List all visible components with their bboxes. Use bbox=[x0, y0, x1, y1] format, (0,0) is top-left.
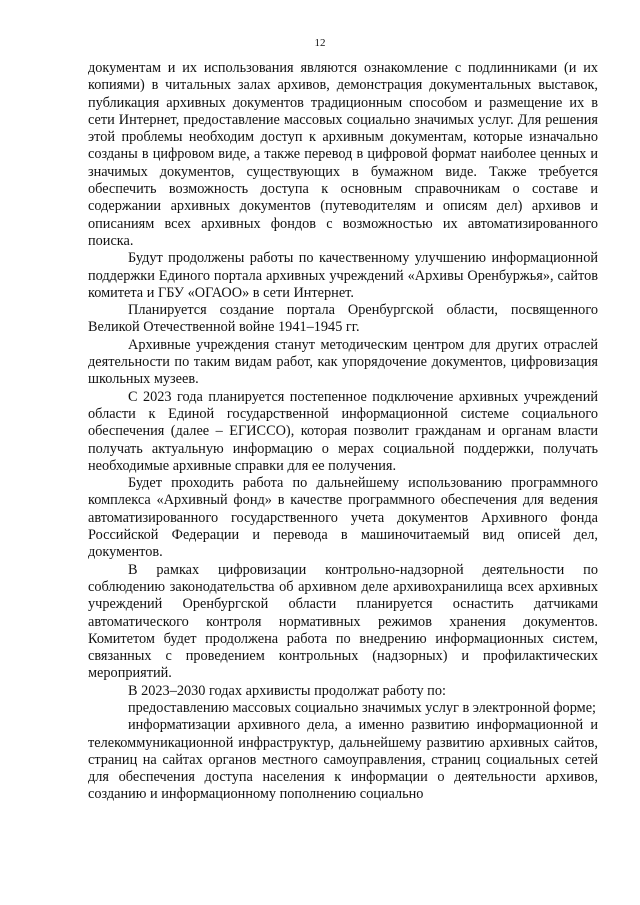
paragraph: информатизации архивного дела, а именно развитию информационной и телекоммуникационной инфраструктур, дальнейшему развитию архивных сайтов, страниц на сайтах органов местного самоуправления, страниц социальных сетей для обеспечения доступа населения к информации о деятельности архивов, созданию и информационному пополнению социально bbox=[88, 717, 598, 803]
paragraph: предоставлению массовых социально значимых услуг в электронной форме; bbox=[128, 699, 597, 716]
paragraph: Будут продолжены работы по качественному улучшению информационной поддержки Единого портала архивных учреждений «Архивы Оренбуржья», сайтов комитета и ГБУ «ОГАОО» в сети Интернет. bbox=[88, 250, 598, 301]
paragraph: документам и их использования являются ознакомление с подлинниками (и их копиями) в читальных залах архивов, демонстрация документальных выставок, публикация архивных документов традиционным способом и размещение их в сети Интернет, предоставление массовых социально значимых услуг. Для решения этой проблемы необходим доступ к архивным документам, которые изначально созданы в цифровом виде, а также перевод в цифровой формат наиболее ценных и значимых документов, существующих в бумажном виде. Также требуется обеспечить возможность доступа к основным справочникам о составе и содержании архивных документов (путеводителям и описям дел) архивов и описаниям всех архивных фондов с возможностью их автоматизированного поиска. bbox=[88, 60, 598, 249]
paragraph: С 2023 года планируется постепенное подключение архивных учреждений области к Единой государственной информационной системе социального обеспечения (далее – ЕГИССО), которая позволит гражданам и органам власти получать актуальную информацию о мерах социальной поддержки, получать необходимые архивные справки для ее получения. bbox=[88, 388, 598, 474]
paragraph: В 2023–2030 годах архивисты продолжат работу по: bbox=[128, 682, 446, 699]
paragraph: В рамках цифровизации контрольно-надзорной деятельности по соблюдению законодательства об архивном деле архивохранилища всех архивных учреждений Оренбургской области планируется оснастить датчиками автоматического контроля нормативных режимов хранения документов. Комитетом будет продолжена работа по внедрению информационных систем, связанных с проведением контрольных (надзорных) и профилактических мероприятий. bbox=[88, 561, 598, 682]
paragraph: Планируется создание портала Оренбургской области, посвященного Великой Отечественной войне 1941–1945 гг. bbox=[88, 302, 598, 336]
paragraph: Будет проходить работа по дальнейшему использованию программного комплекса «Архивный фонд» в качестве программного обеспечения для ведения автоматизированного государственного учета документов Архивного фонда Российской Федерации и перевода в машиночитаемый вид описей дел, документов. bbox=[88, 475, 598, 561]
paragraph: Архивные учреждения станут методическим центром для других отраслей деятельности по таким видам работ, как упорядочение документов, цифровизация школьных музеев. bbox=[88, 336, 598, 388]
page-number: 12 bbox=[314, 37, 326, 49]
document-body bbox=[88, 60, 598, 804]
